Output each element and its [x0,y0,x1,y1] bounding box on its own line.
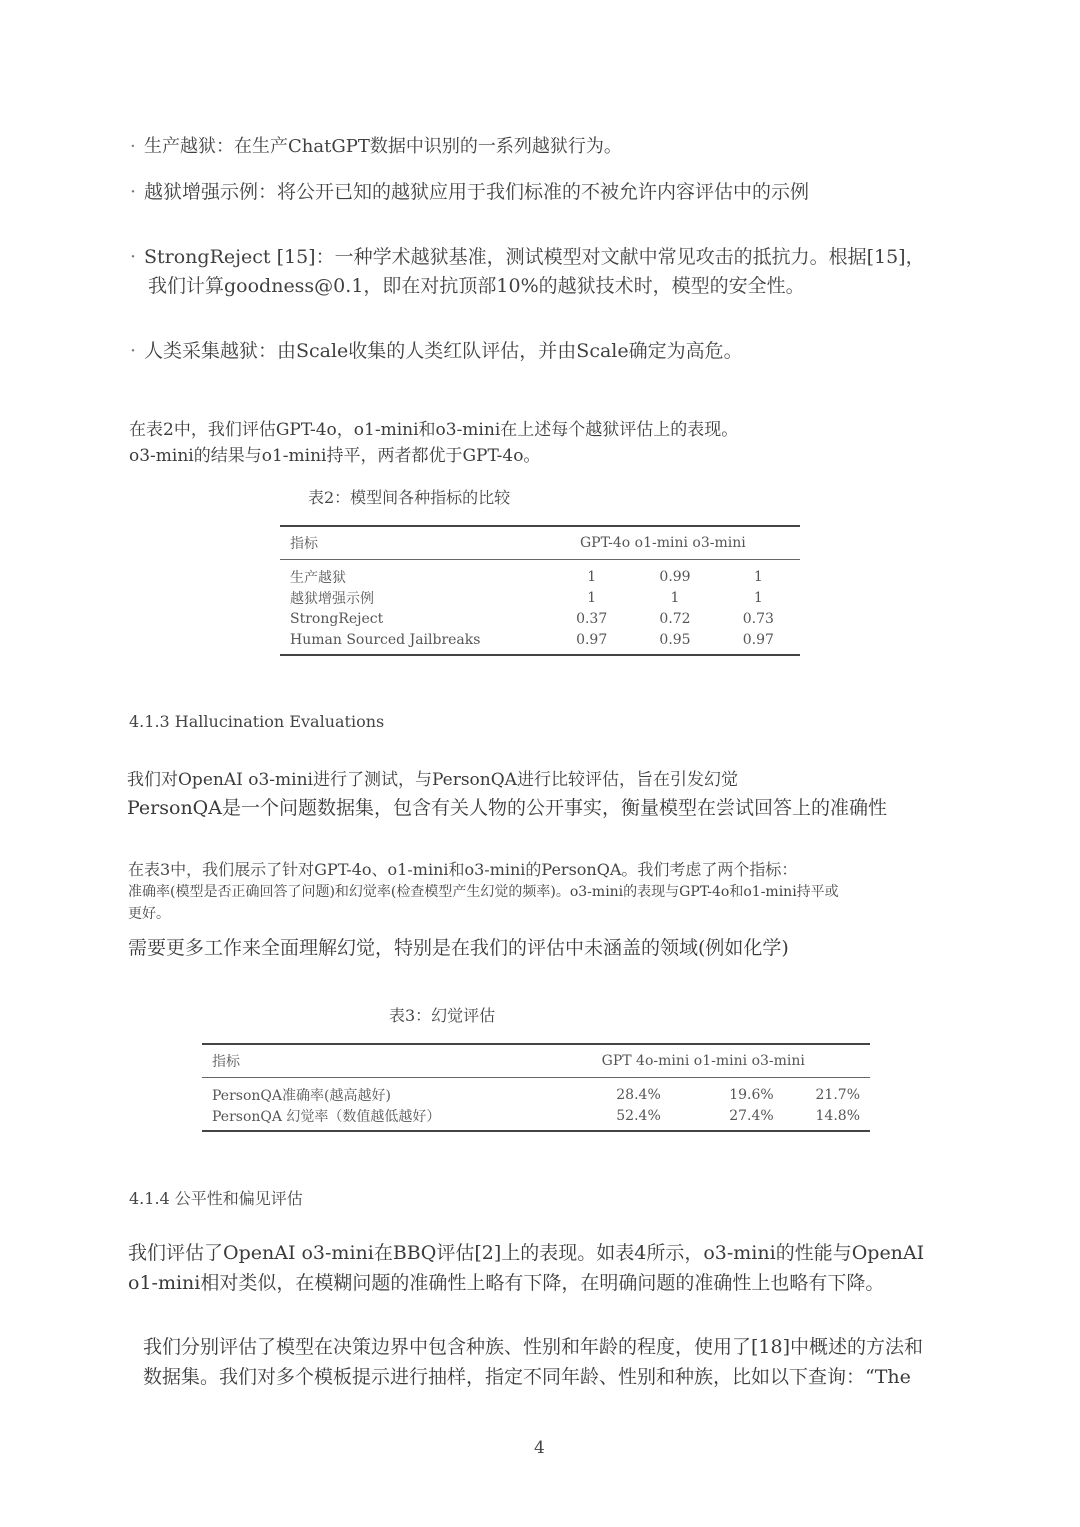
column-header-metric: 指标 [290,536,318,552]
fairness-bbq-paragraph [128,1238,924,1298]
column-header-models: GPT-4o o1-mini o3-mini [580,535,746,551]
table2-intro-line1: 在表2中，我们评估GPT-4o，o1-mini和o3-mini在上述每个越狱评估上的表现。 [129,420,739,440]
bullet-marker: · [130,246,137,268]
table3-intro-line1: 在表3中，我们展示了针对GPT-4o、o1-mini和o3-mini的PersonQA。我们考虑了两个指标： [128,860,798,879]
hallucination-further-work: 需要更多工作来全面理解幻觉，特别是在我们的评估中未涵盖的领域(例如化学) [128,937,789,959]
table-row [280,587,800,608]
column-header-metric: 指标 [212,1054,240,1070]
bullet-marker: · [130,136,136,157]
cell-o1mini: 19.6% [729,1086,774,1103]
section-heading-fairness: 4.1.4 公平性和偏见评估 [129,1189,303,1208]
cell-gpt4o: 1 [587,589,597,606]
bullet-marker: · [130,340,137,362]
row-metric: StrongReject [290,610,384,627]
fairness-p2-line1: 我们分别评估了模型在决策边界中包含种族、性别和年龄的程度，使用了[18]中概述的方法和 [143,1336,924,1358]
table-row [280,608,800,629]
fairness-p2-line2: 数据集。我们对多个模板提示进行抽样，指定不同年龄、性别和种族，比如以下查询：“The [143,1366,911,1388]
cell-o1mini: 27.4% [729,1107,774,1124]
cell-o3mini: 1 [753,589,763,606]
hallucination-intro [127,766,887,822]
cell-o1mini: 1 [670,589,680,606]
section-heading-hallucination: 4.1.3 Hallucination Evaluations [129,712,385,731]
table-row [202,1078,870,1106]
table-row [280,560,800,588]
row-metric: 生产越狱 [290,569,346,586]
cell-o3mini: 1 [753,568,763,585]
page-number: 4 [534,1438,545,1458]
bullet-strongreject [130,243,925,301]
fairness-decision-boundary-paragraph [143,1332,923,1392]
table2-intro [129,417,738,469]
row-metric: Human Sourced Jailbreaks [290,631,481,648]
bullet-marker: · [130,181,137,203]
table-header-row [202,1045,870,1078]
row-metric: PersonQA准确率(越高越好) [212,1087,391,1104]
row-metric: 越狱增强示例 [290,590,374,607]
fairness-line1: 我们评估了OpenAI o3-mini在BBQ评估[2]上的表现。如表4所示，o3-mini的性能与OpenAI [128,1242,925,1264]
table3-intro-line2: 准确率(模型是否正确回答了问题)和幻觉率(检查模型产生幻觉的频率)。o3-mini的表现与GPT-4o和o1-mini持平或 [128,884,839,900]
cell-gpt4o-mini: 52.4% [616,1107,661,1124]
table-header-row [280,527,800,560]
bullet-jailbreak-augmented [130,177,809,204]
cell-gpt4o: 0.97 [576,631,608,648]
cell-o1mini: 0.99 [659,568,691,585]
table-row [280,629,800,654]
table-row [202,1105,870,1130]
bullet-production-jailbreaks [130,132,622,158]
bullet-text: 生产越狱：在生产ChatGPT数据中识别的一系列越狱行为。 [144,136,622,157]
table2-intro-line2: o3-mini的结果与o1-mini持平，两者都优于GPT-4o。 [129,446,541,466]
cell-o1mini: 0.95 [659,631,691,648]
table3-intro-line3: 更好。 [128,906,170,922]
cell-o3mini: 0.73 [742,610,774,627]
hallucination-table3-intro [128,859,839,925]
bullet-text-line2: 我们计算goodness@0.1，即在对抗顶部10%的越狱技术时，模型的安全性。 [148,275,805,297]
table2-caption: 表2：模型间各种指标的比较 [308,488,511,507]
cell-gpt4o: 1 [587,568,597,585]
bullet-text: 越狱增强示例：将公开已知的越狱应用于我们标准的不被允许内容评估中的示例 [144,181,810,203]
cell-gpt4o-mini: 28.4% [616,1086,661,1103]
column-header-models: GPT 4o-mini o1-mini o3-mini [601,1053,805,1069]
bullet-text: 人类采集越狱：由Scale收集的人类红队评估，并由Scale确定为高危。 [144,340,743,362]
hallucination-intro-line2: PersonQA是一个问题数据集，包含有关人物的公开事实，衡量模型在尝试回答上的准确性 [127,797,887,819]
fairness-line2: o1-mini相对类似，在模糊问题的准确性上略有下降，在明确问题的准确性上也略有下降。 [128,1272,885,1294]
cell-o3mini: 0.97 [742,631,774,648]
cell-o3mini: 14.8% [815,1107,860,1124]
cell-o1mini: 0.72 [659,610,691,627]
hallucination-intro-line1: 我们对OpenAI o3-mini进行了测试，与PersonQA进行比较评估，旨在引发幻觉 [127,770,738,790]
bullet-human-sourced [130,336,743,363]
table3-caption: 表3：幻觉评估 [389,1006,496,1025]
table3 [202,1043,870,1132]
cell-gpt4o: 0.37 [576,610,608,627]
table2 [280,525,800,656]
bullet-text-line1: StrongReject [15]：一种学术越狱基准，测试模型对文献中常见攻击的抵抗力。根据[15]， [144,246,925,268]
row-metric: PersonQA 幻觉率（数值越低越好） [212,1108,441,1125]
cell-o3mini: 21.7% [815,1086,860,1103]
